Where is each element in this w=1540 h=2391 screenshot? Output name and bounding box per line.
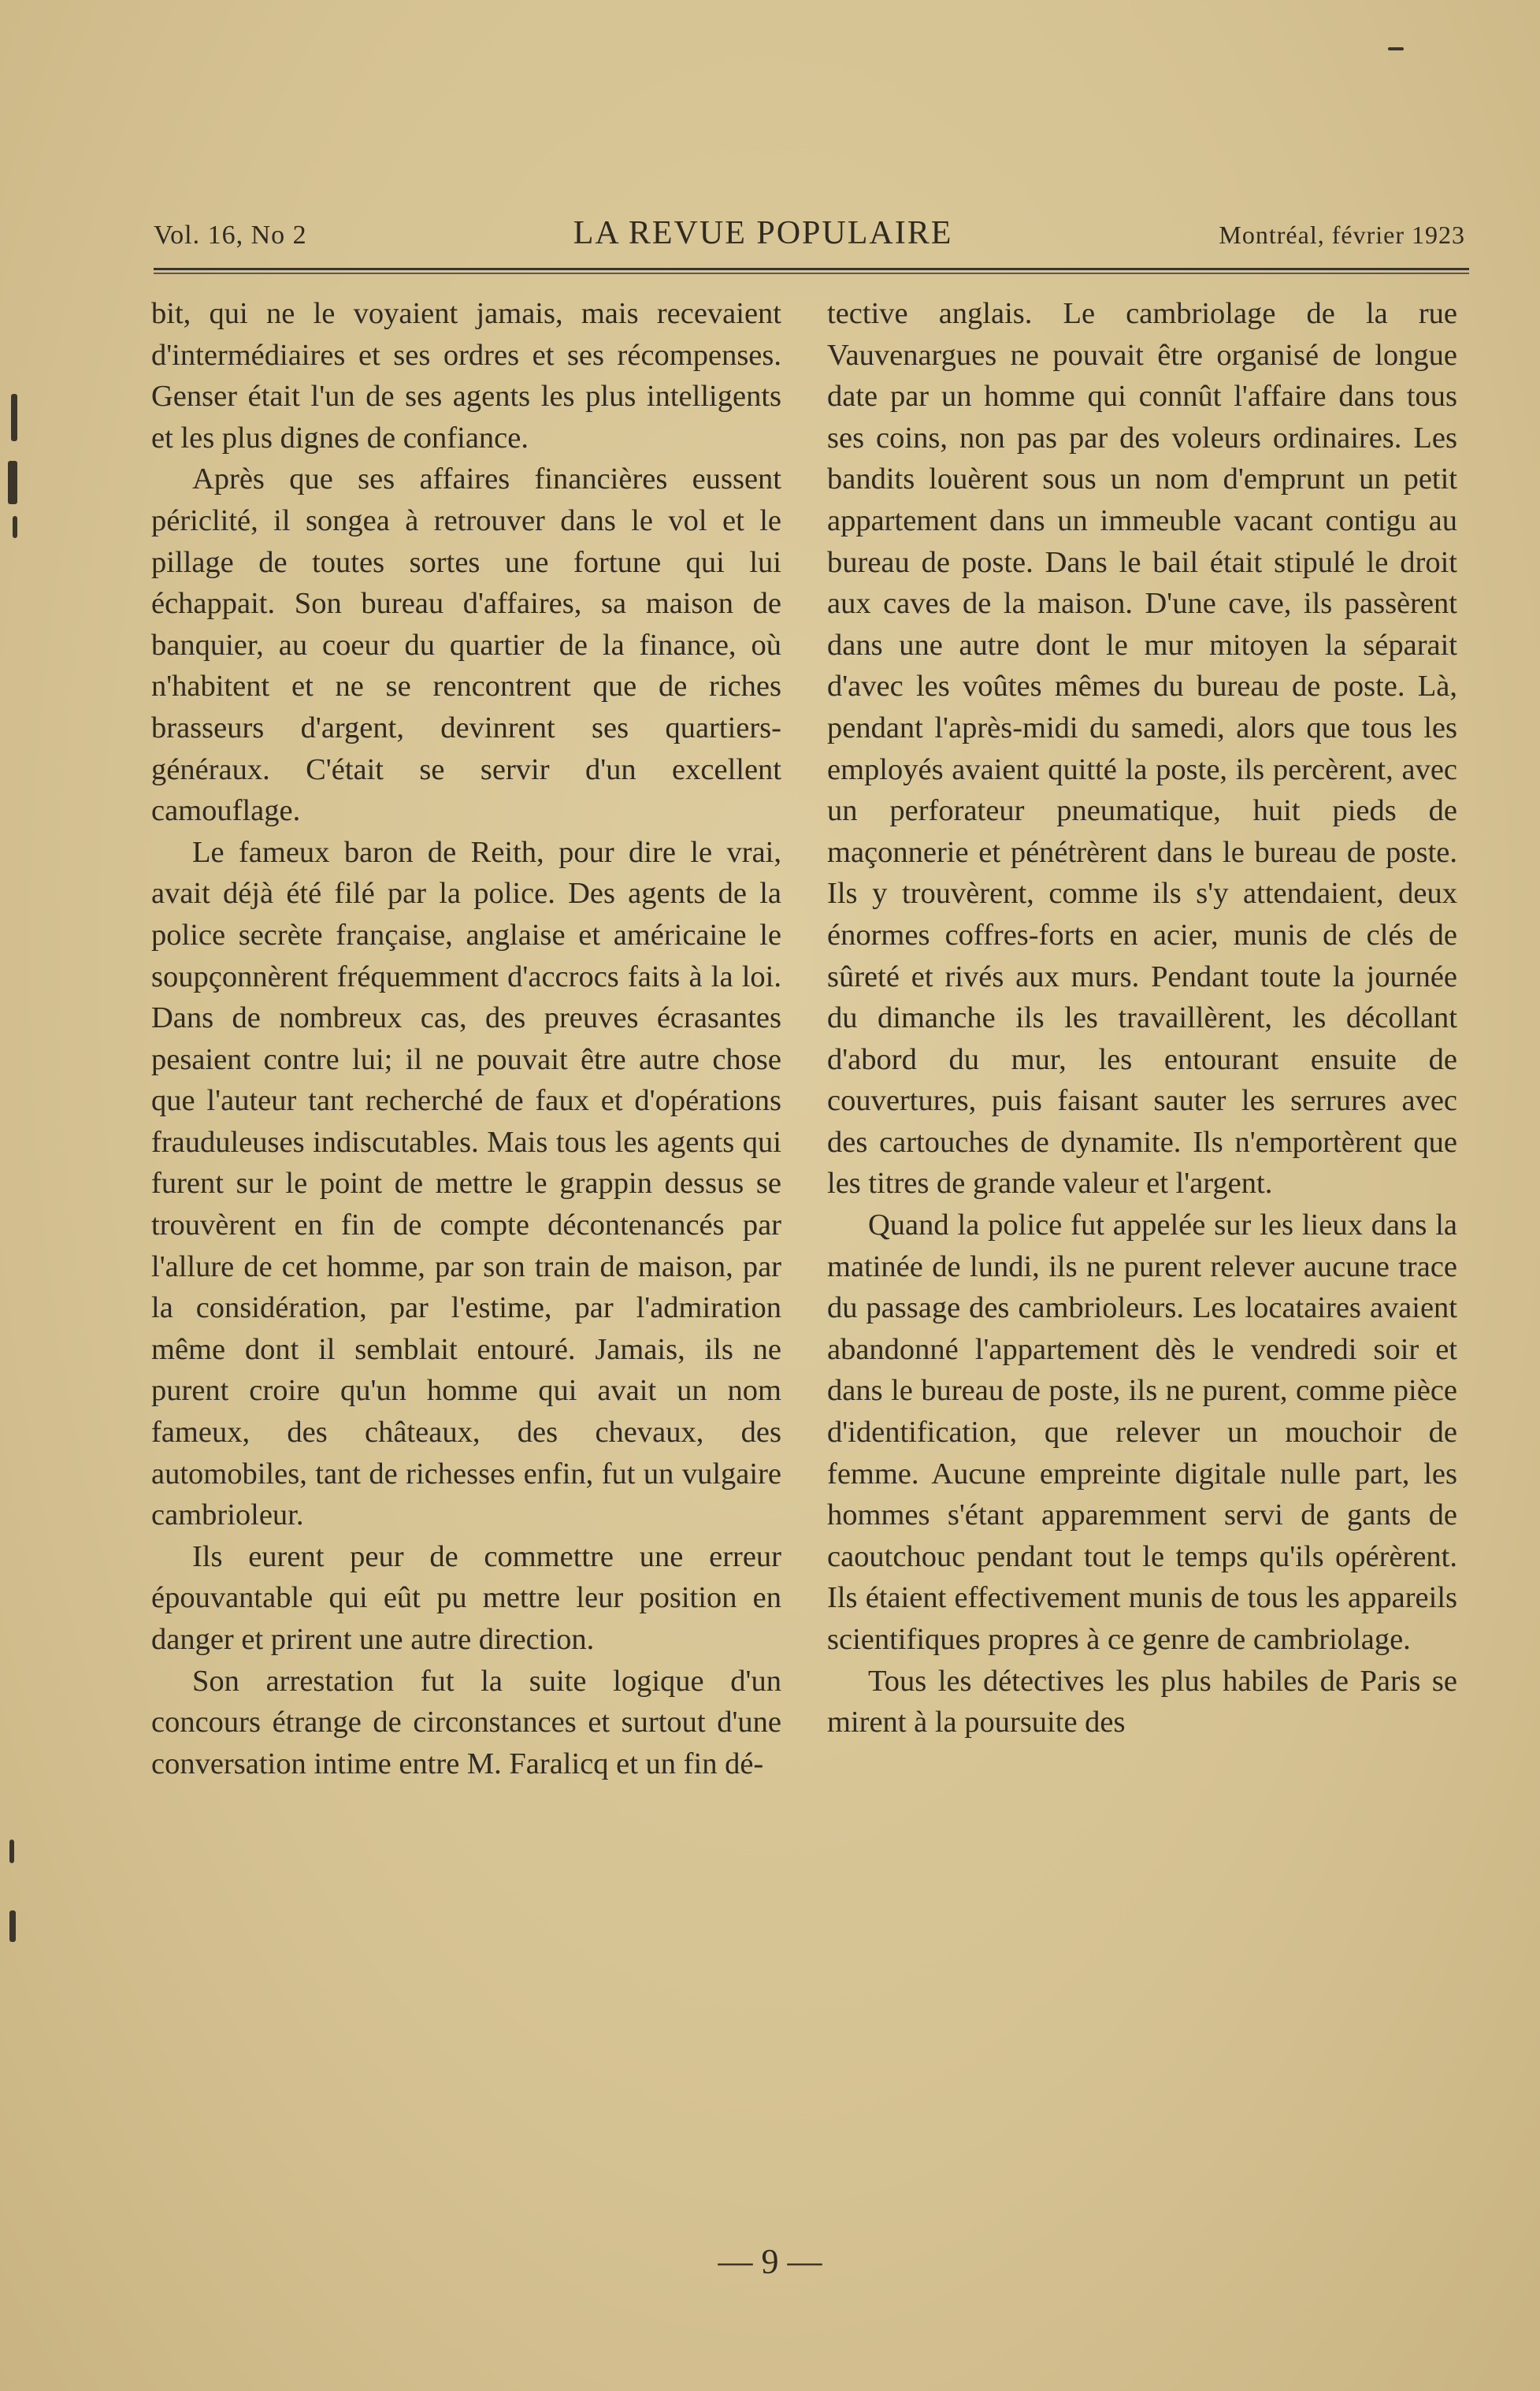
publication-title: LA REVUE POPULAIRE <box>573 215 953 251</box>
paragraph: Son arrestation fut la suite logique d'un concours étrange de circonstances et surtout d'une conversation intime entre M. Faralicq et un fin dé- <box>151 1664 781 1780</box>
paragraph: Après que ses affaires financières eussent périclité, il songea à retrouver dans le vol et le pillage de toutes sortes une fortune qui lui échappait. Son bureau d'affaires, sa maison de banquier, au coeur du quartier de la finance, où n'habitent et ne se rencontrent que de riches brasseurs d'argent, devinrent ses quartiers-généraux. C'était se servir d'un excellent camouflage. <box>151 462 781 828</box>
volume-number: Vol. 16, No 2 <box>154 221 307 250</box>
paragraph: Tous les détectives les plus habiles de Paris se mirent à la poursuite des <box>827 1664 1457 1739</box>
header-rule <box>154 268 1469 270</box>
paragraph: tective anglais. Le cambriolage de la rue Vauvenargues ne pouvait être organisé de longue date par un homme qui connût l'affaire dans tous ses coins, non pas par des voleurs ordinaires. Les bandits louèrent sous un nom d'emprunt un petit appartement dans un immeuble vacant contigu au bureau de poste. Dans le bail était stipulé le droit aux caves de la maison. D'une cave, ils passèrent dans une autre dont le mur mitoyen la séparait d'avec les voûtes mêmes du bureau de poste. Là, pendant l'après-midi du samedi, alors que tous les employés avaient quitté la poste, ils percèrent, avec un perforateur pneumatique, huit pieds de maçonnerie et pénétrèrent dans le bureau de poste. Ils y trouvèrent, comme ils s'y attendaient, deux énormes coffres-forts en acier, munis de clés de sûreté et rivés aux murs. Pendant toute la journée du dimanche ils les travaillèrent, les décollant d'abord du mur, les entourant ensuite de couvertures, puis faisant sauter les serrures avec des cartouches de dynamite. Ils n'emportèrent que les titres de grande valeur et l'argent. <box>827 297 1457 1201</box>
paragraph: bit, qui ne le voyaient jamais, mais recevaient d'intermédiaires et ses ordres et ses récompenses. Genser était l'un de ses agents les plus intelligents et les plus dignes de confiance. <box>151 297 781 455</box>
running-header <box>154 214 1465 254</box>
binding-mark <box>8 461 17 504</box>
binding-mark <box>11 394 17 441</box>
issue-date: Montréal, février 1923 <box>1219 221 1465 249</box>
binding-mark <box>9 1910 16 1942</box>
right-column <box>827 293 1457 1743</box>
binding-mark <box>13 516 17 538</box>
paragraph: Le fameux baron de Reith, pour dire le vrai, avait déjà été filé par la police. Des agents de la police secrète française, anglaise et américaine le soupçonnèrent fréquemment d'accrocs faits à la loi. Dans de nombreux cas, des preuves écrasantes pesaient contre lui; il ne pouvait être autre chose que l'auteur tant recherché de faux et d'opérations frauduleuses indiscutables. Mais tous les agents qui furent sur le point de mettre le grappin dessus se trouvèrent en fin de compte décontenancés par l'allure de cet homme, par son train de maison, par la considération, par l'estime, par l'admiration même dont il semblait entouré. Jamais, ils ne purent croire qu'un homme qui avait un nom fameux, des châteaux, des chevaux, des automobiles, tant de richesses enfin, fut un vulgaire cambrioleur. <box>151 835 781 1532</box>
header-rule-secondary <box>154 273 1469 274</box>
paragraph: Ils eurent peur de commettre une erreur épouvantable qui eût pu mettre leur position en danger et prirent une autre direction. <box>151 1539 781 1656</box>
left-column <box>151 293 781 1784</box>
paragraph: Quand la police fut appelée sur les lieux dans la matinée de lundi, ils ne purent relever aucune trace du passage des cambrioleurs. Les locataires avaient abandonné l'appartement dès le vendredi soir et dans le bureau de poste, ils ne purent, comme pièce d'identification, que relever un mouchoir de femme. Aucune empreinte digitale nulle part, les hommes s'étant apparemment servi de gants de caoutchouc pendant tout le temps qu'ils opérèrent. Ils étaient effectivement munis de tous les appareils scientifiques propres à ce genre de cambriolage. <box>827 1208 1457 1656</box>
page-number: — 9 — <box>718 2242 822 2281</box>
speck-mark <box>1388 47 1404 50</box>
binding-mark <box>9 1840 14 1863</box>
